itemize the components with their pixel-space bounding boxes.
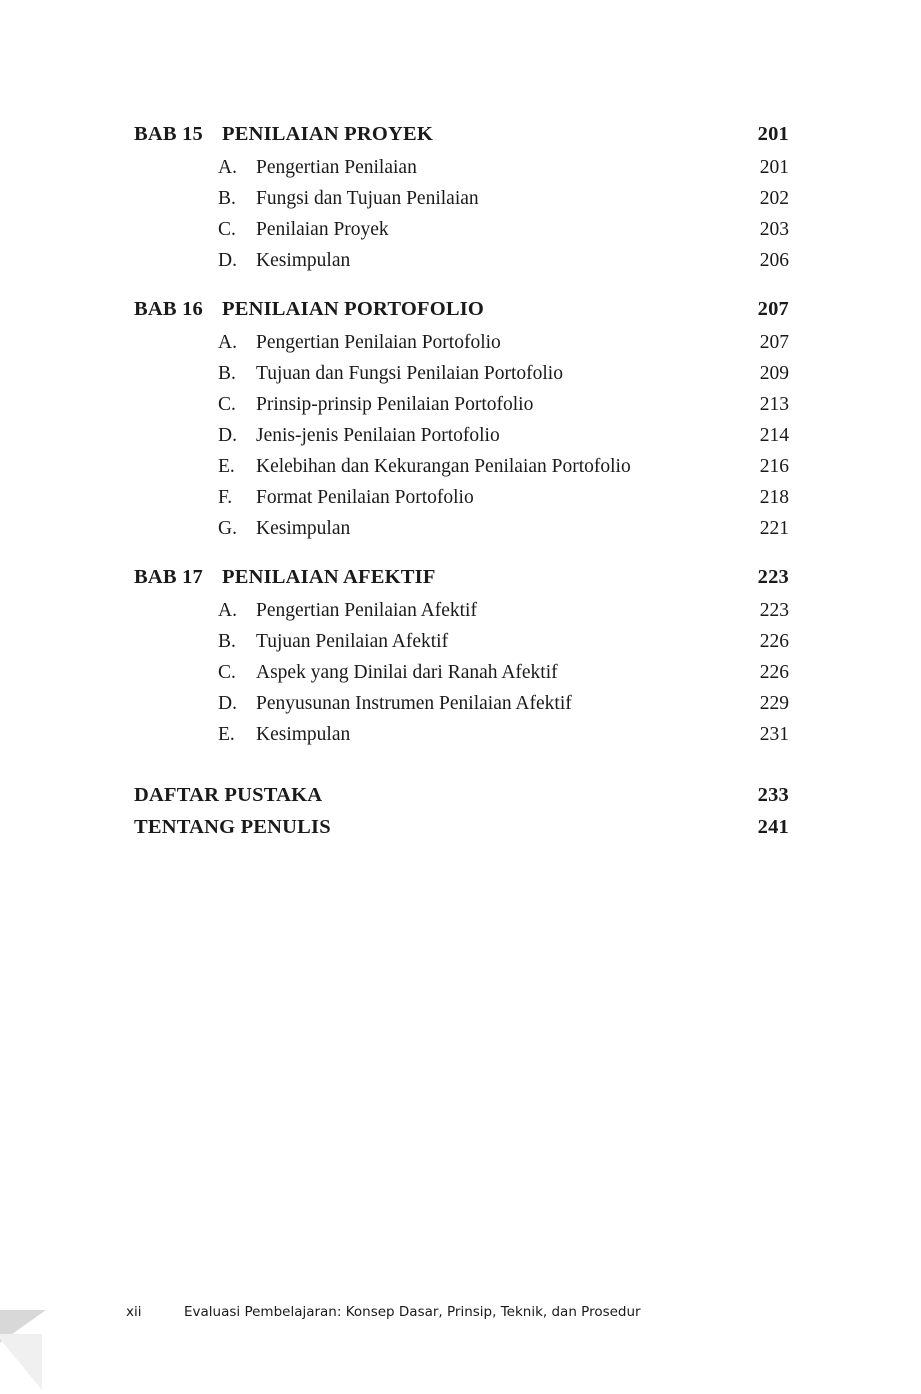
- entry-page-number: 203: [759, 219, 789, 240]
- entry-title: Kesimpulan: [256, 724, 351, 745]
- entry-page-number: 202: [759, 188, 789, 209]
- entry-title: Aspek yang Dinilai dari Ranah Afektif: [256, 662, 558, 683]
- entry-page-number: 223: [759, 600, 789, 621]
- entry-letter: B.: [218, 188, 236, 209]
- entry-title: Fungsi dan Tujuan Penilaian: [256, 188, 479, 209]
- entry-letter: A.: [218, 157, 237, 178]
- back-matter-title: DAFTAR PUSTAKA: [134, 784, 323, 806]
- toc-entry[interactable]: [134, 631, 789, 653]
- entry-letter: D.: [218, 250, 237, 271]
- toc-entry[interactable]: [134, 487, 789, 509]
- chapter-title: PENILAIAN PROYEK: [222, 123, 434, 145]
- chapter-title: PENILAIAN AFEKTIF: [222, 566, 436, 588]
- back-matter-title: TENTANG PENULIS: [134, 816, 331, 838]
- entry-title: Pengertian Penilaian Portofolio: [256, 332, 501, 353]
- entry-letter: D.: [218, 693, 237, 714]
- chapter-number: BAB 15: [134, 123, 203, 145]
- entry-letter: C.: [218, 394, 236, 415]
- entry-page-number: 214: [759, 425, 789, 446]
- entry-page-number: 226: [759, 662, 789, 683]
- entry-letter: G.: [218, 518, 237, 539]
- back-matter: [134, 784, 789, 839]
- entry-page-number: 209: [759, 363, 789, 384]
- toc-entry[interactable]: [134, 250, 789, 272]
- chapter-heading[interactable]: [134, 566, 789, 589]
- entry-letter: D.: [218, 425, 237, 446]
- entry-title: Prinsip-prinsip Penilaian Portofolio: [256, 394, 534, 415]
- entry-letter: C.: [218, 662, 236, 683]
- chapter-block: [134, 566, 789, 746]
- toc-entry[interactable]: [134, 394, 789, 416]
- entry-letter: C.: [218, 219, 236, 240]
- chapter-heading[interactable]: [134, 298, 789, 321]
- entry-page-number: 201: [759, 157, 789, 178]
- entry-letter: A.: [218, 332, 237, 353]
- entry-letter: E.: [218, 456, 235, 477]
- toc-entry[interactable]: [134, 724, 789, 746]
- chapter-number: BAB 16: [134, 298, 203, 320]
- entry-page-number: 206: [759, 250, 789, 271]
- entry-title: Penyusunan Instrumen Penilaian Afektif: [256, 693, 572, 714]
- entry-page-number: 218: [759, 487, 789, 508]
- chapter-page-number: 207: [757, 298, 789, 320]
- entry-page-number: 231: [759, 724, 789, 745]
- back-matter-page-number: 241: [757, 816, 789, 838]
- entry-title: Tujuan Penilaian Afektif: [256, 631, 449, 652]
- toc-entry[interactable]: [134, 662, 789, 684]
- toc-entry[interactable]: [134, 693, 789, 715]
- corner-fold-highlight: [0, 1334, 42, 1390]
- entry-page-number: 229: [759, 693, 789, 714]
- toc-entry[interactable]: [134, 456, 789, 478]
- page-corner-fold-decoration: [0, 1258, 62, 1394]
- entry-letter: B.: [218, 631, 236, 652]
- entry-title: Kesimpulan: [256, 250, 351, 271]
- folio-number: xii: [126, 1304, 142, 1320]
- toc-entry[interactable]: [134, 425, 789, 447]
- entry-title: Kelebihan dan Kekurangan Penilaian Portofolio: [256, 456, 631, 477]
- chapter-block: [134, 123, 789, 272]
- entry-page-number: 213: [759, 394, 789, 415]
- chapter-page-number: 223: [757, 566, 789, 588]
- entry-letter: A.: [218, 600, 237, 621]
- corner-fold-shade: [0, 1310, 46, 1344]
- chapter-page-number: 201: [757, 123, 789, 145]
- entry-title: Pengertian Penilaian Afektif: [256, 600, 477, 621]
- toc-entry[interactable]: [134, 219, 789, 241]
- entry-letter: E.: [218, 724, 235, 745]
- entry-page-number: 226: [759, 631, 789, 652]
- toc-entry[interactable]: [134, 332, 789, 354]
- toc-entry[interactable]: [134, 188, 789, 210]
- toc-entry[interactable]: [134, 157, 789, 179]
- entry-title: Jenis-jenis Penilaian Portofolio: [256, 425, 500, 446]
- entry-page-number: 207: [759, 332, 789, 353]
- entry-title: Pengertian Penilaian: [256, 157, 417, 178]
- entry-title: Penilaian Proyek: [256, 219, 389, 240]
- toc-entry[interactable]: [134, 600, 789, 622]
- running-title: Evaluasi Pembelajaran: Konsep Dasar, Prinsip, Teknik, dan Prosedur: [184, 1304, 641, 1320]
- entry-letter: F.: [218, 487, 233, 508]
- back-matter-page-number: 233: [757, 784, 789, 806]
- toc-entry[interactable]: [134, 363, 789, 385]
- chapter-title: PENILAIAN PORTOFOLIO: [222, 298, 485, 320]
- entry-page-number: 221: [759, 518, 789, 539]
- chapter-block: [134, 298, 789, 540]
- back-matter-entry-tentang-penulis[interactable]: [134, 816, 789, 839]
- chapter-number: BAB 17: [134, 566, 203, 588]
- back-matter-entry-daftar-pustaka[interactable]: [134, 784, 789, 807]
- toc-entry[interactable]: [134, 518, 789, 540]
- entry-title: Format Penilaian Portofolio: [256, 487, 474, 508]
- chapter-heading[interactable]: [134, 123, 789, 146]
- table-of-contents: [134, 123, 789, 848]
- entry-letter: B.: [218, 363, 236, 384]
- entry-title: Kesimpulan: [256, 518, 351, 539]
- entry-title: Tujuan dan Fungsi Penilaian Portofolio: [256, 363, 563, 384]
- page-footer: [126, 1304, 641, 1320]
- entry-page-number: 216: [759, 456, 789, 477]
